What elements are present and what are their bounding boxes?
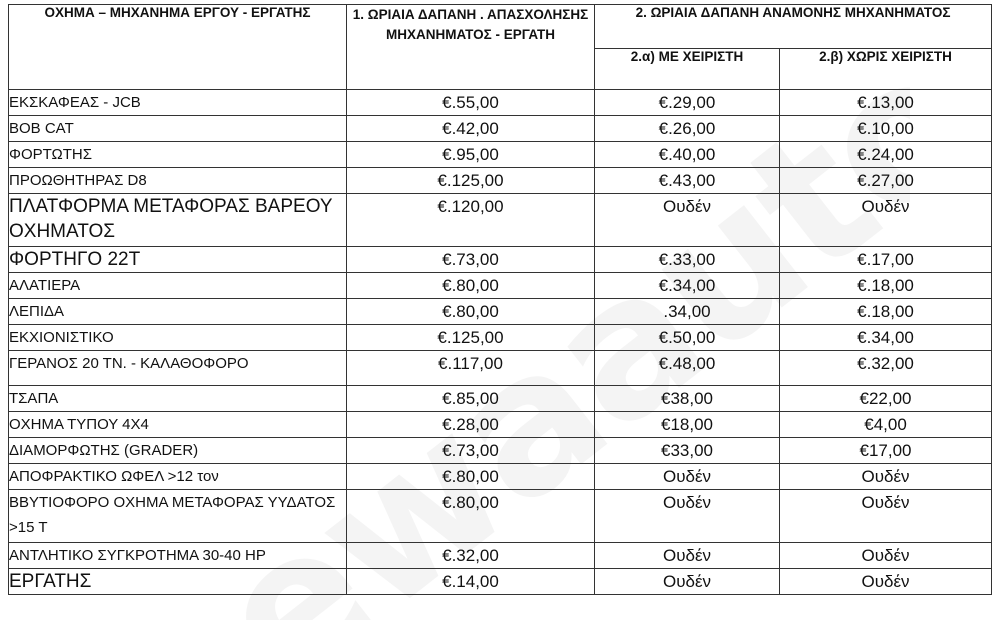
vehicle-name-cell: ΒΒΥΤΙΟΦΟΡΟ ΟΧΗΜΑ ΜΕΤΑΦΟΡΑΣ ΥΥΔΑΤΟΣ >15 Τ (9, 490, 347, 543)
waiting-with-operator-cell: €.40,00 (595, 142, 780, 168)
table-row (9, 438, 992, 464)
waiting-without-operator-cell: €.10,00 (780, 116, 992, 142)
vehicle-name-cell: ΦΟΡΤΩΤΗΣ (9, 142, 347, 168)
table-row (9, 412, 992, 438)
waiting-with-operator-cell: €.43,00 (595, 168, 780, 194)
waiting-without-operator-cell: €.13,00 (780, 90, 992, 116)
header-hourly-employment-cost: 1. ΩΡΙΑΙΑ ΔΑΠΑΝΗ . ΑΠΑΣΧΟΛΗΣΗΣ ΜΗΧΑΝΗΜΑΤΟΣ - ΕΡΓΑΤΗ (347, 5, 595, 90)
waiting-without-operator-cell: €22,00 (780, 386, 992, 412)
table-row (9, 325, 992, 351)
waiting-without-operator-cell: €.34,00 (780, 325, 992, 351)
vehicle-name-cell: ΕΚΧΙΟΝΙΣΤΙΚΟ (9, 325, 347, 351)
employment-cost-cell: €.80,00 (347, 490, 595, 543)
waiting-without-operator-cell: €.32,00 (780, 351, 992, 386)
vehicle-name-cell: ΛΕΠΙΔΑ (9, 299, 347, 325)
waiting-with-operator-cell: €.50,00 (595, 325, 780, 351)
employment-cost-cell: €.42,00 (347, 116, 595, 142)
table-row (9, 386, 992, 412)
table-row (9, 116, 992, 142)
employment-cost-cell: €.95,00 (347, 142, 595, 168)
vehicle-name-cell: ΤΣΑΠΑ (9, 386, 347, 412)
table-row (9, 569, 992, 595)
waiting-without-operator-cell: €17,00 (780, 438, 992, 464)
table-row (9, 299, 992, 325)
header-with-operator: 2.α) ΜΕ ΧΕΙΡΙΣΤΗ (595, 48, 780, 90)
employment-cost-cell: €.28,00 (347, 412, 595, 438)
waiting-without-operator-cell: Ουδέν (780, 490, 992, 543)
header-without-operator: 2.β) ΧΩΡΙΣ ΧΕΙΡΙΣΤΗ (780, 48, 992, 90)
employment-cost-cell: €.73,00 (347, 247, 595, 273)
rates-table (8, 4, 992, 595)
employment-cost-cell: €.85,00 (347, 386, 595, 412)
header-vehicle: ΟΧΗΜΑ – ΜΗΧΑΝΗΜΑ ΕΡΓΟΥ - ΕΡΓΑΤΗΣ (9, 5, 347, 90)
table-row (9, 168, 992, 194)
waiting-with-operator-cell: .34,00 (595, 299, 780, 325)
waiting-without-operator-cell: Ουδέν (780, 194, 992, 247)
waiting-with-operator-cell: Ουδέν (595, 194, 780, 247)
table-row (9, 90, 992, 116)
vehicle-name-cell: ΑΠΟΦΡΑΚΤΙΚΟ ΩΦΕΛ >12 τον (9, 464, 347, 490)
waiting-without-operator-cell: €.27,00 (780, 168, 992, 194)
vehicle-name-cell: ΕΚΣΚΑΦΕΑΣ - JCB (9, 90, 347, 116)
waiting-with-operator-cell: €18,00 (595, 412, 780, 438)
waiting-with-operator-cell: €.48,00 (595, 351, 780, 386)
table-row (9, 490, 992, 543)
employment-cost-cell: €.80,00 (347, 464, 595, 490)
employment-cost-cell: €.120,00 (347, 194, 595, 247)
waiting-without-operator-cell: Ουδέν (780, 569, 992, 595)
vehicle-name-cell: ΟΧΗΜΑ ΤΥΠΟΥ 4Χ4 (9, 412, 347, 438)
employment-cost-cell: €.73,00 (347, 438, 595, 464)
waiting-with-operator-cell: €.33,00 (595, 247, 780, 273)
vehicle-name-cell: ΕΡΓΑΤΗΣ (9, 569, 347, 595)
employment-cost-cell: €.80,00 (347, 273, 595, 299)
waiting-with-operator-cell: Ουδέν (595, 464, 780, 490)
employment-cost-cell: €.32,00 (347, 543, 595, 569)
waiting-without-operator-cell: Ουδέν (780, 464, 992, 490)
waiting-with-operator-cell: €.34,00 (595, 273, 780, 299)
rates-table-body (9, 90, 992, 595)
employment-cost-cell: €.55,00 (347, 90, 595, 116)
vehicle-name-cell: ΠΛΑΤΦΟΡΜΑ ΜΕΤΑΦΟΡΑΣ ΒΑΡΕΟΥ ΟΧΗΜΑΤΟΣ (9, 194, 347, 247)
waiting-without-operator-cell: €.17,00 (780, 247, 992, 273)
waiting-with-operator-cell: €.29,00 (595, 90, 780, 116)
table-row (9, 543, 992, 569)
waiting-without-operator-cell: €.24,00 (780, 142, 992, 168)
waiting-with-operator-cell: €38,00 (595, 386, 780, 412)
vehicle-name-cell: ΑΝΤΛΗΤΙΚΟ ΣΥΓΚΡΟΤΗΜΑ 30-40 ΗΡ (9, 543, 347, 569)
waiting-with-operator-cell: €33,00 (595, 438, 780, 464)
employment-cost-cell: €.125,00 (347, 325, 595, 351)
waiting-with-operator-cell: €.26,00 (595, 116, 780, 142)
waiting-with-operator-cell: Ουδέν (595, 543, 780, 569)
waiting-without-operator-cell: €.18,00 (780, 273, 992, 299)
vehicle-name-cell: BOB CAT (9, 116, 347, 142)
vehicle-name-cell: ΦΟΡΤΗΓΟ 22Τ (9, 247, 347, 273)
vehicle-name-cell: ΑΛΑΤΙΕΡΑ (9, 273, 347, 299)
waiting-without-operator-cell: €.18,00 (780, 299, 992, 325)
table-row (9, 247, 992, 273)
vehicle-name-cell: ΔΙΑΜΟΡΦΩΤΗΣ (GRADER) (9, 438, 347, 464)
employment-cost-cell: €.14,00 (347, 569, 595, 595)
employment-cost-cell: €.117,00 (347, 351, 595, 386)
waiting-without-operator-cell: €4,00 (780, 412, 992, 438)
waiting-without-operator-cell: Ουδέν (780, 543, 992, 569)
table-row (9, 351, 992, 386)
waiting-with-operator-cell: Ουδέν (595, 490, 780, 543)
employment-cost-cell: €.80,00 (347, 299, 595, 325)
header-hourly-waiting-cost: 2. ΩΡΙΑΙΑ ΔΑΠΑΝΗ ΑΝΑΜΟΝΗΣ ΜΗΧΑΝΗΜΑΤΟΣ (595, 5, 992, 49)
table-row (9, 464, 992, 490)
table-row (9, 142, 992, 168)
vehicle-name-cell: ΓΕΡΑΝΟΣ 20 ΤΝ. - ΚΑΛΑΘΟΦΟΡΟ (9, 351, 347, 386)
employment-cost-cell: €.125,00 (347, 168, 595, 194)
vehicle-name-cell: ΠΡΟΩΘΗΤΗΡΑΣ D8 (9, 168, 347, 194)
table-row (9, 194, 992, 247)
waiting-with-operator-cell: Ουδέν (595, 569, 780, 595)
table-row (9, 273, 992, 299)
